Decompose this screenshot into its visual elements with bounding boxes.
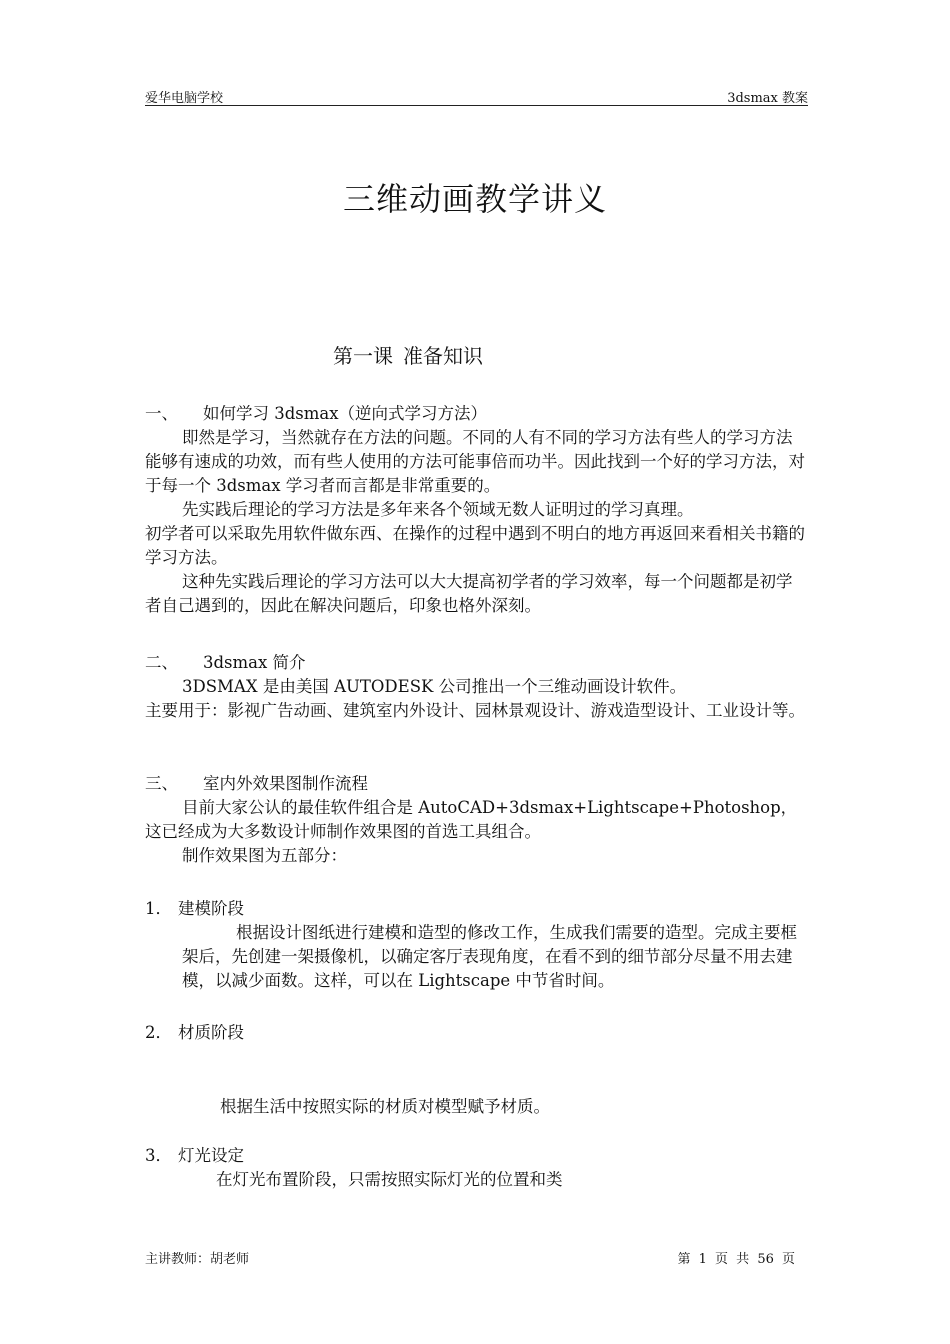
section-3 — [145, 772, 808, 868]
section-title: 室内外效果图制作流程 — [203, 774, 368, 793]
step-3 — [145, 1144, 808, 1192]
step-label: 材质阶段 — [178, 1023, 244, 1042]
section-title: 如何学习 3dsmax（逆向式学习方法） — [203, 404, 488, 423]
step-number: 3． — [145, 1146, 172, 1165]
paragraph: 3DSMAX 是由美国 AUTODESK 公司推出一个三维动画设计软件。 — [182, 677, 687, 696]
paragraph: 初学者可以采取先用软件做东西、在操作的过程中遇到不明白的地方再返回来看相关书籍的学习方法。 — [145, 524, 805, 567]
section-number: 二、 — [145, 653, 178, 672]
step-heading — [145, 1144, 808, 1168]
step-label: 灯光设定 — [178, 1146, 244, 1165]
step-2 — [145, 1021, 808, 1045]
lesson-name: 准备知识 — [403, 344, 483, 368]
paragraph: 这种先实践后理论的学习方法可以大大提高初学者的学习效率，每一个问题都是初学者自己遇到的，因此在解决问题后，印象也格外深刻。 — [145, 572, 793, 615]
section-heading — [145, 772, 808, 796]
lesson-heading — [333, 340, 483, 369]
step-heading — [145, 1021, 808, 1045]
section-title: 3dsmax 简介 — [203, 653, 306, 672]
paragraph: 目前大家公认的最佳软件组合是 AutoCAD+3dsmax+Lightscape+Photoshop，这已经成为大多数设计师制作效果图的首选工具组合。 — [145, 798, 798, 841]
page-number: 第 1 页 共 56 页 — [677, 1252, 795, 1267]
header-course: 3dsmax 教案 — [727, 91, 808, 106]
paragraph: 先实践后理论的学习方法是多年来各个领域无数人证明过的学习真理。 — [182, 500, 694, 519]
section-number: 一、 — [145, 404, 178, 423]
step-text: 根据设计图纸进行建模和造型的修改工作，生成我们需要的造型。完成主要框架后，先创建一架摄像机，以确定客厅表现角度，在看不到的细节部分尽量不用去建模，以减少面数。这样，可以在 Lightscape 中节省时间。 — [182, 923, 797, 990]
section-heading — [145, 651, 808, 675]
section-1 — [145, 402, 808, 618]
step-text: 在灯光布置阶段，只需按照实际灯光的位置和类 — [216, 1170, 563, 1189]
step-number: 1． — [145, 899, 172, 918]
step-number: 2． — [145, 1023, 172, 1042]
step-text: 根据生活中按照实际的材质对模型赋予材质。 — [220, 1097, 550, 1116]
step-label: 建模阶段 — [178, 899, 244, 918]
lesson-number: 第一课 — [333, 344, 393, 368]
section-number: 三、 — [145, 774, 178, 793]
section-2 — [145, 651, 808, 723]
footer-teacher: 主讲教师：胡老师 — [145, 1252, 250, 1267]
document-title: 三维动画教学讲义 — [342, 180, 607, 218]
step-heading — [145, 897, 808, 921]
paragraph: 即然是学习，当然就存在方法的问题。不同的人有不同的学习方法有些人的学习方法能够有速成的功效，而有些人使用的方法可能事倍而功半。因此找到一个好的学习方法，对于每一个 3dsmax 学习者而言都是非常重要的。 — [145, 428, 805, 495]
step-2-text-block — [220, 1095, 810, 1119]
step-1 — [145, 897, 808, 993]
header-school: 爱华电脑学校 — [145, 91, 224, 106]
paragraph: 制作效果图为五部分： — [182, 846, 347, 865]
page-header — [145, 87, 808, 106]
paragraph: 主要用于：影视广告动画、建筑室内外设计、园林景观设计、游戏造型设计、工业设计等。 — [145, 701, 805, 720]
section-heading — [145, 402, 808, 426]
